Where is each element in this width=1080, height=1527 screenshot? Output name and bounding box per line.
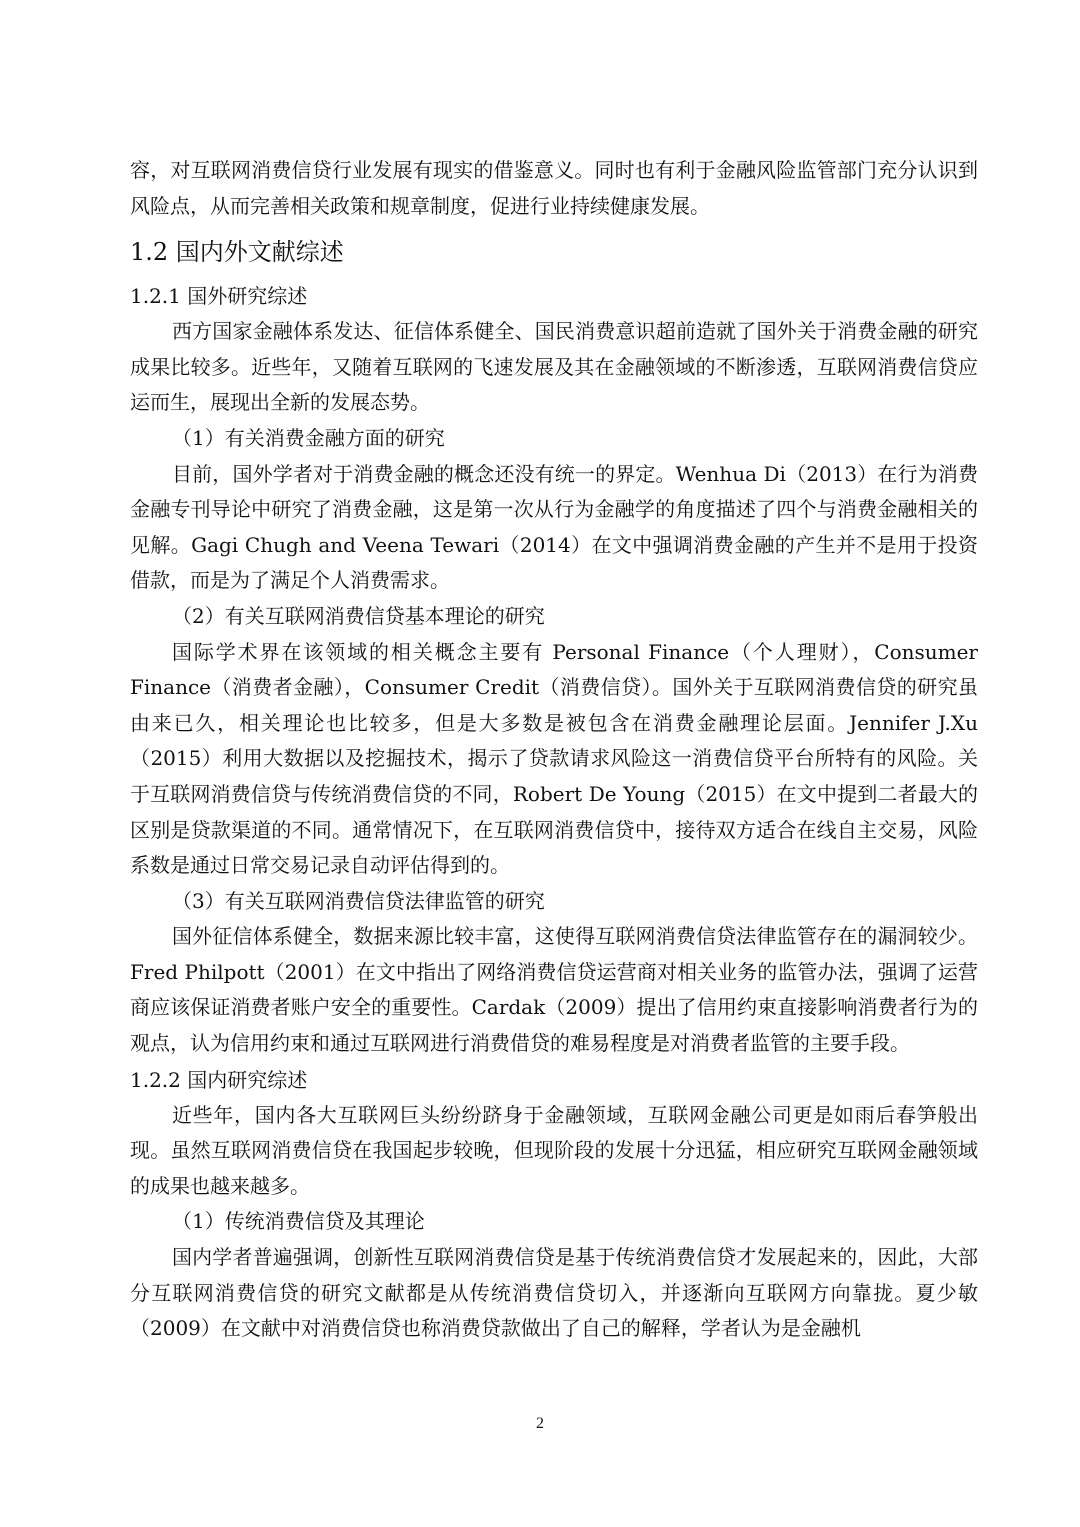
paragraph: 国外征信体系健全，数据来源比较丰富，这使得互联网消费信贷法律监管存在的漏洞较少。Fred Philpott（2001）在文中指出了网络消费信贷运营商对相关业务的监管办法，强调了运营商应该保证消费者账户安全的重要性。Cardak（2009）提出了信用约束直接影响消费者行为的观点，认为信用约束和通过互联网进行消费借贷的难易程度是对消费者监管的主要手段。 [130, 924, 978, 1056]
intro-paragraph: 容，对互联网消费信贷行业发展有现实的借鉴意义。同时也有利于金融风险监管部门充分认识到风险点，从而完善相关政策和规章制度，促进行业持续健康发展。 [130, 158, 978, 218]
section-heading: 1.2 国内外文献综述 [130, 238, 344, 267]
topic-heading: （3）有关互联网消费信贷法律监管的研究 [172, 888, 545, 913]
page-content [130, 153, 978, 1347]
paragraph: 目前，国外学者对于消费金融的概念还没有统一的界定。Wenhua Di（2013）在行为消费金融专刊导论中研究了消费金融，这是第一次从行为金融学的角度描述了四个与消费金融相关的见解。Gagi Chugh and Veena Tewari（2014）在文中强调消费金融的产生并不是用于投资借款，而是为了满足个人消费需求。 [130, 461, 978, 593]
page-number: 2 [536, 1415, 544, 1432]
subsection-heading: 1.2.2 国内研究综述 [130, 1067, 308, 1092]
topic-heading: （2）有关互联网消费信贷基本理论的研究 [172, 603, 545, 628]
topic-heading: （1）有关消费金融方面的研究 [172, 425, 445, 450]
paragraph: 国际学术界在该领域的相关概念主要有 Personal Finance（个人理财），Consumer Finance（消费者金融），Consumer Credit（消费信贷）。国外关于互联网消费信贷的研究虽由来已久，相关理论也比较多，但是大多数是被包含在消费金融理论层面。Jennifer J.Xu（2015）利用大数据以及挖掘技术，揭示了贷款请求风险这一消费信贷平台所特有的风险。关于互联网消费信贷与传统消费信贷的不同，Robert De Young（2015）在文中提到二者最大的区别是贷款渠道的不同。通常情况下，在互联网消费信贷中，接待双方适合在线自主交易，风险系数是通过日常交易记录自动评估得到的。 [130, 639, 978, 878]
paragraph: 西方国家金融体系发达、征信体系健全、国民消费意识超前造就了国外关于消费金融的研究成果比较多。近些年，又随着互联网的飞速发展及其在金融领域的不断渗透，互联网消费信贷应运而生，展现出全新的发展态势。 [130, 319, 978, 415]
subsection-heading: 1.2.1 国外研究综述 [130, 284, 308, 309]
paragraph: 国内学者普遍强调，创新性互联网消费信贷是基于传统消费信贷才发展起来的，因此，大部分互联网消费信贷的研究文献都是从传统消费信贷切入，并逐渐向互联网方向靠拢。夏少敏（2009）在文献中对消费信贷也称消费贷款做出了自己的解释，学者认为是金融机 [130, 1245, 978, 1341]
topic-heading: （1）传统消费信贷及其理论 [172, 1209, 425, 1234]
paragraph: 近些年，国内各大互联网巨头纷纷跻身于金融领域，互联网金融公司更是如雨后春笋般出现。虽然互联网消费信贷在我国起步较晚，但现阶段的发展十分迅猛，相应研究互联网金融领域的成果也越来越多。 [130, 1102, 978, 1198]
